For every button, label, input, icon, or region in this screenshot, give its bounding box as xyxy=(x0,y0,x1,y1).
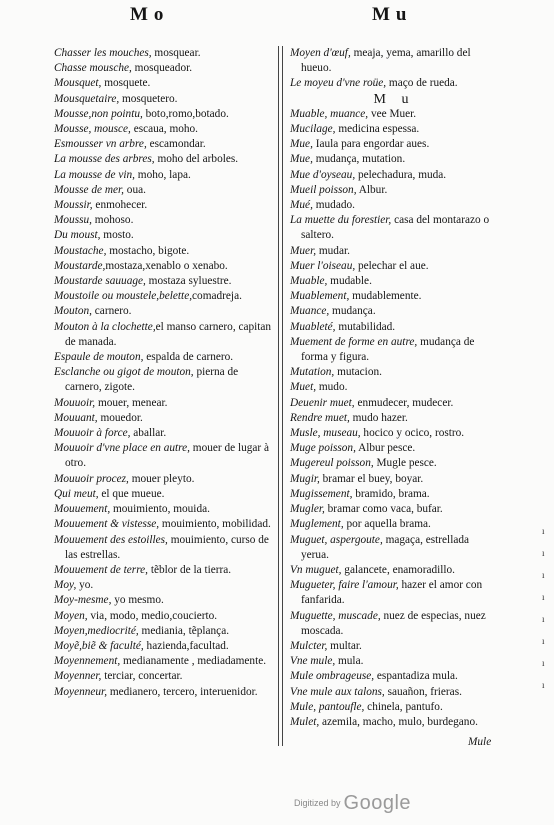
entry-headword: Du moust, xyxy=(54,229,101,242)
entry-translation: mouer de lugar à otro. xyxy=(65,442,270,470)
entry-translation: el que mueue. xyxy=(98,487,165,500)
dictionary-entry xyxy=(54,502,272,517)
dictionary-entry xyxy=(290,244,498,259)
entry-translation: mudo hazer. xyxy=(349,411,408,424)
entry-translation: bramar como vaca, bufar. xyxy=(324,503,443,516)
entry-headword: Moyen,mediocrité, xyxy=(54,624,139,637)
entry-headword: Moy, xyxy=(54,579,77,592)
entry-headword: Moyen, xyxy=(54,609,88,622)
entry-headword: Esmousser vn arbre, xyxy=(54,138,147,151)
entry-headword: Mue, xyxy=(290,153,313,166)
dictionary-entry xyxy=(290,456,498,471)
dictionary-entry xyxy=(290,426,498,441)
entry-headword: Mutation, xyxy=(290,366,335,379)
entry-translation: comadreja. xyxy=(192,290,242,303)
dictionary-entry xyxy=(54,168,272,183)
entry-translation: por aquella brama. xyxy=(343,518,431,531)
entry-headword: Le moyeu d'vne roüe, xyxy=(290,77,387,90)
entry-translation: mula. xyxy=(335,655,364,668)
dictionary-entry xyxy=(290,274,498,289)
entry-headword: Muer, xyxy=(290,244,317,257)
entry-headword: Mugissement, xyxy=(290,487,353,500)
entry-headword: Muable, xyxy=(290,275,328,288)
entry-translation: mouimiento, mobilidad. xyxy=(159,518,271,531)
dictionary-entry xyxy=(54,198,272,213)
dictionary-entry xyxy=(54,624,272,639)
entry-translation: bramido, brama. xyxy=(352,487,430,500)
entry-translation: galancete, enamoradillo. xyxy=(341,563,456,576)
dictionary-entry xyxy=(54,122,272,137)
entry-headword: Mue d'oyseau, xyxy=(290,168,356,181)
entry-translation: chinela, pantufo. xyxy=(364,700,443,713)
entry-translation: mostaza syluestre. xyxy=(145,275,232,288)
entry-headword: Moyenneur, xyxy=(54,685,108,698)
entry-translation: bramar el buey, boyar. xyxy=(319,472,424,485)
dictionary-entry xyxy=(290,335,498,365)
entry-translation: meaja, yema, amarillo del hueuo. xyxy=(301,47,471,75)
dictionary-entry xyxy=(290,396,498,411)
dictionary-entry xyxy=(290,609,498,639)
entry-translation: multar. xyxy=(327,639,362,652)
dictionary-entry xyxy=(290,183,498,198)
right-column-main xyxy=(290,107,498,730)
entry-translation: mutabilidad. xyxy=(335,320,396,333)
entry-headword: Mué, xyxy=(290,199,313,212)
dictionary-entry xyxy=(54,441,272,471)
entry-translation: Iaula para engordar aues. xyxy=(312,138,430,151)
entry-headword: Mousse,non pointu, xyxy=(54,107,143,120)
dictionary-entry xyxy=(54,411,272,426)
entry-translation: mostacho, bigote. xyxy=(106,244,190,257)
entry-translation: Mugle pesce. xyxy=(373,457,437,470)
entry-headword: Mouuement des estoilles, xyxy=(54,533,168,546)
entry-translation: mosquete. xyxy=(101,77,151,90)
dictionary-entry xyxy=(290,517,498,532)
dictionary-entry xyxy=(290,578,498,608)
entry-translation: mudo. xyxy=(316,381,348,394)
entry-translation: sauañon, frieras. xyxy=(384,685,462,698)
entry-headword: Muance, xyxy=(290,305,330,318)
entry-headword: Vne mule, xyxy=(290,655,336,668)
entry-headword: Moustache, xyxy=(54,244,107,257)
entry-translation: mosquear. xyxy=(151,47,201,59)
entry-headword: Mouuoir à force, xyxy=(54,427,131,440)
dictionary-entry xyxy=(290,669,498,684)
entry-translation: enmudecer, mudecer. xyxy=(354,396,454,409)
entry-headword: Moyennement, xyxy=(54,655,121,668)
entry-headword: Espaule de mouton, xyxy=(54,351,144,364)
dictionary-entry xyxy=(290,441,498,456)
entry-headword: Muer l'oiseau, xyxy=(290,259,356,272)
margin-marks: ı ı ı ı ı ı ı ı xyxy=(542,526,545,690)
dictionary-entry xyxy=(54,350,272,365)
entry-headword: Moustarde sauuage, xyxy=(54,275,146,288)
entry-headword: Muge poisson, xyxy=(290,442,356,455)
entry-translation: mouedor. xyxy=(97,411,143,424)
entry-translation: terciar, concertar. xyxy=(101,670,183,683)
dictionary-entry xyxy=(290,122,498,137)
dictionary-entry xyxy=(54,92,272,107)
entry-translation: Albur pesce. xyxy=(355,442,416,455)
entry-translation: mudança de forma y figura. xyxy=(301,335,475,364)
entry-headword: Mulet, xyxy=(290,715,320,728)
dictionary-entry xyxy=(54,289,272,304)
digitized-watermark xyxy=(294,792,411,815)
dictionary-entry xyxy=(54,669,272,684)
entry-translation: mudablemente. xyxy=(349,290,422,303)
entry-translation: pelechar el aue. xyxy=(355,259,429,272)
dictionary-entry xyxy=(290,715,498,730)
dictionary-entry xyxy=(290,198,498,213)
entry-translation: mudado. xyxy=(312,199,355,212)
entry-translation: escaua, moho. xyxy=(130,123,199,136)
entry-translation: moho, lapa. xyxy=(134,168,191,181)
entry-translation: el manso carnero, capitan de manada. xyxy=(65,320,272,348)
entry-headword: Moussir, xyxy=(54,199,93,212)
entry-translation: hazer el amor con fanfarida. xyxy=(301,579,483,607)
entry-headword: Moustoile ou moustele,belette, xyxy=(54,290,193,303)
dictionary-entry xyxy=(54,76,272,91)
dictionary-entry xyxy=(290,472,498,487)
dictionary-entry xyxy=(290,685,498,700)
entry-headword: Mousse, mousce, xyxy=(54,123,131,136)
entry-translation: pelechadura, muda. xyxy=(355,168,447,181)
entry-headword: Mouuoir procez, xyxy=(54,472,129,485)
dictionary-entry xyxy=(290,365,498,380)
entry-translation: escamondar. xyxy=(146,138,206,151)
entry-translation: Albur. xyxy=(356,183,388,196)
entry-translation: yo mesmo. xyxy=(111,594,164,607)
dictionary-entry xyxy=(54,213,272,228)
dictionary-entry xyxy=(290,152,498,167)
entry-headword: Mousse de mer, xyxy=(54,183,124,196)
dictionary-entry xyxy=(54,61,272,76)
dictionary-entry xyxy=(54,46,272,61)
dictionary-entry xyxy=(290,411,498,426)
entry-translation: mostaza,xenablo o xenabo. xyxy=(105,259,228,272)
dictionary-entry xyxy=(290,213,498,243)
entry-translation: mouimiento, curso de las estrellas. xyxy=(65,533,269,561)
dictionary-entry xyxy=(54,487,272,502)
entry-headword: Chasse mousche, xyxy=(54,62,132,75)
entry-translation: mudable. xyxy=(327,275,372,288)
entry-translation: mouer pleyto. xyxy=(128,472,195,485)
entry-headword: Mouuement de terre, xyxy=(54,563,149,576)
column-divider xyxy=(278,46,279,746)
entry-translation: moho del arboles. xyxy=(154,153,239,166)
entry-headword: Rendre muet, xyxy=(290,411,350,424)
digitized-by-text: Digitized by xyxy=(294,798,341,808)
column-divider xyxy=(282,46,283,746)
entry-headword: Mulcter, xyxy=(290,639,328,652)
dictionary-entry xyxy=(54,274,272,289)
entry-translation: boto,romo,botado. xyxy=(142,107,229,120)
entry-headword: Chasser les mouches, xyxy=(54,47,152,59)
entry-headword: Muguette, muscade, xyxy=(290,609,381,622)
entry-headword: Muableté, xyxy=(290,320,336,333)
entry-headword: Mugler, xyxy=(290,503,325,516)
entry-translation: mudança, mutation. xyxy=(312,153,406,166)
entry-headword: Moyen d'œuf, xyxy=(290,47,351,59)
dictionary-entry xyxy=(54,107,272,122)
entry-translation: mudar. xyxy=(316,244,350,257)
dictionary-entry xyxy=(54,183,272,198)
entry-headword: Muablement, xyxy=(290,290,350,303)
dictionary-entry xyxy=(290,107,498,122)
running-head-left: Mo xyxy=(130,4,170,25)
entry-translation: carnero. xyxy=(91,305,132,318)
entry-headword: Esclanche ou gigot de mouton, xyxy=(54,366,194,379)
entry-translation: mosquetero. xyxy=(119,92,178,105)
dictionary-entry xyxy=(54,320,272,350)
entry-headword: Moyẽ,biẽ & faculté, xyxy=(54,639,144,652)
entry-translation: pierna de carnero, zigote. xyxy=(65,366,239,394)
dictionary-entry xyxy=(290,76,498,91)
dictionary-entry xyxy=(54,472,272,487)
entry-headword: Muet, xyxy=(290,381,317,394)
dictionary-entry xyxy=(290,563,498,578)
entry-headword: Mugereul poisson, xyxy=(290,457,374,470)
entry-headword: La mousse des arbres, xyxy=(54,153,155,166)
entry-headword: La mousse de vin, xyxy=(54,168,135,181)
entry-headword: La muette du forestier, xyxy=(290,214,392,227)
dictionary-entry xyxy=(54,137,272,152)
entry-headword: Mugueter, faire l'amour, xyxy=(290,579,399,592)
dictionary-entry xyxy=(290,700,498,715)
dictionary-entry xyxy=(54,304,272,319)
entry-headword: Qui meut, xyxy=(54,487,99,500)
dictionary-entry xyxy=(54,639,272,654)
dictionary-entry xyxy=(290,639,498,654)
entry-headword: Mouton, xyxy=(54,305,92,318)
entry-headword: Mule ombrageuse, xyxy=(290,670,375,683)
dictionary-entry xyxy=(290,304,498,319)
entry-headword: Moussu, xyxy=(54,214,92,227)
entry-translation: casa del montarazo o saltero. xyxy=(301,214,490,242)
left-column xyxy=(54,46,272,700)
entry-translation: nuez de especias, nuez moscada. xyxy=(301,609,486,637)
entry-translation: mudança. xyxy=(329,305,376,318)
entry-translation: hocico y ocico, rostro. xyxy=(360,427,465,440)
right-column-top xyxy=(290,46,498,92)
entry-headword: Muement de forme en autre, xyxy=(290,335,418,348)
running-head-right: Mu xyxy=(372,4,413,25)
entry-translation: medianamente , mediadamente. xyxy=(120,655,267,668)
entry-translation: hazienda,facultad. xyxy=(143,639,229,652)
entry-translation: mouer, menear. xyxy=(95,396,168,409)
entry-translation: mohoso. xyxy=(91,214,134,227)
entry-headword: Mue, xyxy=(290,138,313,151)
entry-translation: yo. xyxy=(76,579,94,592)
entry-headword: Moyenner, xyxy=(54,670,102,683)
dictionary-entry xyxy=(54,228,272,243)
entry-headword: Mousquet, xyxy=(54,77,102,90)
dictionary-entry xyxy=(290,654,498,669)
dictionary-entry xyxy=(290,320,498,335)
section-heading: M u xyxy=(373,91,415,107)
entry-headword: Mugir, xyxy=(290,472,320,485)
dictionary-entry xyxy=(54,244,272,259)
dictionary-entry xyxy=(290,46,498,76)
dictionary-entry xyxy=(54,609,272,624)
entry-translation: espalda de carnero. xyxy=(143,351,234,364)
entry-headword: Mule, pantoufle, xyxy=(290,700,365,713)
entry-headword: Mouuement & vistesse, xyxy=(54,518,160,531)
entry-headword: Musle, museau, xyxy=(290,427,361,440)
entry-translation: mouimiento, mouida. xyxy=(110,503,210,516)
dictionary-entry xyxy=(290,168,498,183)
catchword: Mule xyxy=(468,736,492,748)
dictionary-entry xyxy=(54,259,272,274)
entry-translation: medicina espessa. xyxy=(335,123,420,136)
dictionary-entry xyxy=(54,563,272,578)
entry-translation: maço de rueda. xyxy=(386,77,458,90)
dictionary-entry xyxy=(54,533,272,563)
dictionary-entry xyxy=(290,533,498,563)
entry-headword: Mouuement, xyxy=(54,503,111,516)
dictionary-entry xyxy=(54,517,272,532)
entry-headword: Moustarde, xyxy=(54,259,106,272)
entry-headword: Vn muguet, xyxy=(290,563,342,576)
entry-headword: Mouuoir d'vne place en autre, xyxy=(54,442,190,455)
entry-headword: Moy-mesme, xyxy=(54,594,112,607)
entry-translation: tẽblor de la tierra. xyxy=(148,563,232,576)
entry-translation: aballar. xyxy=(130,427,167,440)
entry-translation: oua. xyxy=(123,183,146,196)
dictionary-entry xyxy=(290,289,498,304)
entry-translation: enmohecer. xyxy=(92,199,148,212)
entry-translation: medianero, tercero, interuenidor. xyxy=(107,685,258,698)
dictionary-entry xyxy=(54,593,272,608)
entry-translation: azemila, macho, mulo, burdegano. xyxy=(319,715,478,728)
entry-translation: vee Muer. xyxy=(368,107,417,120)
entry-headword: Mouton à la clochette, xyxy=(54,320,156,333)
dictionary-entry xyxy=(290,380,498,395)
entry-translation: mosqueador. xyxy=(131,62,193,75)
entry-translation: espantadiza mula. xyxy=(374,670,458,683)
right-column xyxy=(290,46,498,730)
entry-headword: Mousquetaire, xyxy=(54,92,120,105)
entry-headword: Mouuant, xyxy=(54,411,98,424)
entry-headword: Mucilage, xyxy=(290,123,336,136)
entry-headword: Muable, muance, xyxy=(290,107,369,120)
dictionary-entry xyxy=(290,137,498,152)
dictionary-entry xyxy=(54,685,272,700)
dictionary-entry xyxy=(290,487,498,502)
entry-headword: Muglement, xyxy=(290,518,344,531)
entry-translation: mosto. xyxy=(100,229,134,242)
entry-headword: Deuenir muet, xyxy=(290,396,355,409)
dictionary-entry xyxy=(54,365,272,395)
entry-headword: Muguet, aspergoute, xyxy=(290,533,383,546)
dictionary-entry xyxy=(54,152,272,167)
dictionary-entry xyxy=(290,502,498,517)
dictionary-entry xyxy=(54,578,272,593)
dictionary-entry xyxy=(54,654,272,669)
entry-translation: magaça, estrellada yerua. xyxy=(301,533,470,561)
entry-headword: Mueil poisson, xyxy=(290,183,357,196)
entry-translation: via, modo, medio,coucierto. xyxy=(87,609,218,622)
entry-headword: Vne mule aux talons, xyxy=(290,685,385,698)
dictionary-entry xyxy=(290,259,498,274)
entry-headword: Mouuoir, xyxy=(54,396,96,409)
google-logo: Google xyxy=(343,792,412,814)
entry-translation: mutacion. xyxy=(334,366,382,379)
entry-translation: mediania, tẽplança. xyxy=(138,624,230,637)
dictionary-entry xyxy=(54,396,272,411)
dictionary-entry xyxy=(54,426,272,441)
